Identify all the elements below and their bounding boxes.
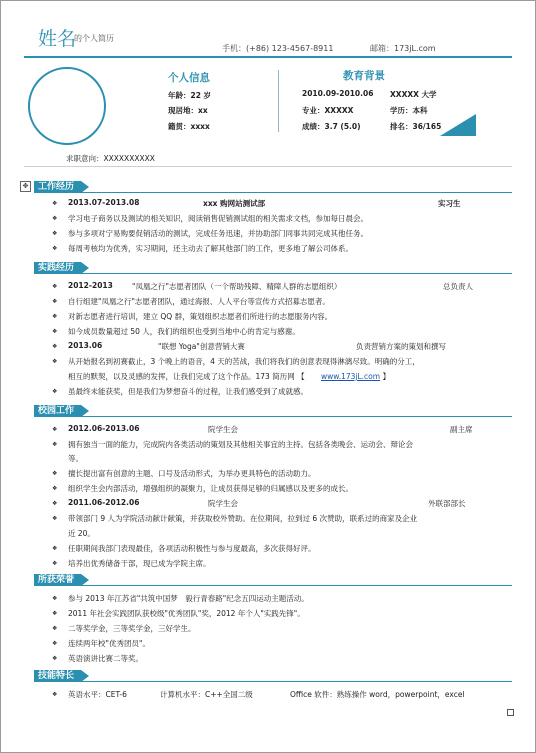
list-item: 擅长提出富有创意的主题、口号及活动形式，为举办更具特色的活动助力。 [68,469,316,478]
list-item: 如今成员数量超过 50 人，我们的组织也受到当地中心的肯定与感谢。 [68,327,300,336]
practice-org: "凤凰之行"志愿者团队（一个帮助残障、精障人群的志愿组织） [132,282,342,291]
list-item-continued: 近 20。 [68,529,95,538]
header-divider [24,56,512,58]
list-item: 拥有独当一面的能力，完成院内各类活动的策划及其他相关事宜的主持。包括各类晚会、运动会、辩论会 [68,440,413,449]
age-text: 年龄：22 岁 [168,91,212,100]
work-role: 实习生 [438,199,461,208]
bullet-icon: ❖ [52,441,58,448]
edu-major: 专业：XXXXX [302,106,354,115]
info-divider [278,70,279,132]
bullet-icon: ❖ [52,470,58,477]
bullet-icon: ❖ [52,485,58,492]
corner-triangle-decoration [440,114,476,136]
campus-date: 2012.06-2013.06 [68,424,140,433]
list-item: 从开始报名到初赛截止，3 个晚上的语音，4 天的苦战，我们将我们的创意表现得淋漓尽致。明确的分工， [68,357,420,366]
personal-info-title: 个人信息 [168,72,210,84]
campus-org: 院学生会 [208,499,238,508]
skill-english: 英语水平：CET-6 [68,690,127,699]
practice-role: 负责营销方案的策划和撰写 [356,342,446,351]
bullet-icon: ❖ [52,230,58,237]
bullet-icon: ❖ [52,500,58,507]
bullet-icon: ❖ [52,343,58,350]
list-item: 每周考核均为优秀，实习期间，还主动去了解其他部门的工作，更多地了解公司体系。 [68,244,353,253]
bullet-icon: ❖ [52,245,58,252]
edu-rank: 排名：36/165 [390,122,442,131]
bullet-icon: ❖ [52,610,58,617]
awards-section-title: 所获荣誉 [34,574,81,586]
list-item: 二等奖学金，三等奖学金，三好学生。 [68,624,196,633]
campus-org: 院学生会 [208,425,238,434]
education-title: 教育背景 [343,70,385,82]
list-item: 培养出优秀储备干部，现已成为学院主席。 [68,559,211,568]
job-intent: 求职意向：XXXXXXXXXX [66,154,155,163]
intent-divider [24,166,512,167]
list-item: 参与 2013 年江苏省"共筑中国梦 毅行青春路"纪念五四运动主题活动。 [68,594,309,603]
bullet-icon: ❖ [52,640,58,647]
bullet-icon: ❖ [52,298,58,305]
table-move-icon[interactable]: ✥ [20,181,31,192]
bullet-icon: ❖ [52,215,58,222]
skills-section-title: 技能特长 [34,670,81,682]
practice-org: "联想 Yoga"创意营销大赛 [158,342,245,351]
bullet-icon: ❖ [52,515,58,522]
work-section-rule [34,192,512,193]
list-item: 连续两年校"优秀团员"。 [68,639,150,648]
bullet-icon: ❖ [52,358,58,365]
work-date: 2013.07-2013.08 [68,198,140,207]
practice-role: 总负责人 [443,282,473,291]
resume-subtitle: 的个人简历 [74,34,114,43]
bullet-icon: ❖ [52,625,58,632]
list-item-bracket: 】 [382,372,390,381]
page-corner-marker [507,709,514,716]
work-section-title: 工作经历 [34,181,81,193]
list-item: 学习电子商务以及测试的相关知识，阅读销售促销测试组的相关需求文档，参加每日晨会。 [68,214,368,223]
bullet-icon: ❖ [52,388,58,395]
email-text: 邮箱：173jL.com [370,44,436,53]
bullet-icon: ❖ [52,595,58,602]
list-item-continued [68,371,390,382]
bullet-icon: ❖ [52,313,58,320]
list-item: 自行组建"凤凰之行"志愿者团队，通过海报、人人平台等宣传方式招募志愿者。 [68,297,330,306]
campus-section-title: 校园工作 [34,405,81,417]
list-item-text: 相互的默契，以及灵感的发挥，让我们完成了这个作品。173 简历网 【 [68,372,305,381]
resume-name: 姓名 [38,28,77,50]
practice-date: 2013.06 [68,341,103,350]
practice-section-rule [34,273,512,274]
edu-degree: 学历：本科 [390,106,428,115]
bullet-icon: ❖ [52,328,58,335]
list-item: 参与多项对宁易购要促销活动的测试，完成任务迅速，并协助部门同事共同完成其他任务。 [68,229,368,238]
campus-section-rule [34,416,512,417]
bullet-icon: ❖ [52,283,58,290]
bullet-icon: ❖ [52,200,58,207]
bullet-icon: ❖ [52,655,58,662]
list-item: 英语演讲比赛二等奖。 [68,654,143,663]
origin-text: 籍贯：xxxx [168,122,210,131]
edu-gpa: 成绩：3.7 (5.0) [302,122,361,131]
skills-section-rule [34,681,512,682]
campus-role: 副主席 [450,425,473,434]
awards-section-rule [34,585,512,586]
bullet-icon: ❖ [52,426,58,433]
edu-school: XXXXX 大学 [390,90,437,99]
list-item: 虽最终未能获奖，但是我们为梦想奋斗的过程，让我们感受到了成就感。 [68,387,308,396]
residence-text: 现居地：xx [168,106,208,115]
skill-computer: 计算机水平：C++全国二级 [160,690,253,699]
website-link[interactable]: www.173jL.com [320,372,381,381]
list-item: 2011 年社会实践团队获校级"优秀团队"奖，2012 年个人"实践先锋"。 [68,609,305,618]
list-item: 组织学生会内部活动，增强组织的凝聚力，让成员获得足够的归属感以及更多的成长。 [68,484,353,493]
campus-role: 外联部部长 [428,499,466,508]
work-org: xxx 购网站测试部 [203,199,266,208]
practice-date: 2012-2013 [68,281,113,290]
phone-text: 手机：(+86) 123-4567-8911 [222,44,334,53]
bullet-icon: ❖ [52,545,58,552]
campus-date: 2011.06-2012.06 [68,498,140,507]
skill-office: Office 软件：熟练操作 word，powerpoint，excel [290,690,465,699]
edu-period: 2010.09-2010.06 [302,89,374,98]
avatar-placeholder [28,67,106,145]
list-item: 对新志愿者进行培训，建立 QQ 群，策划组织志愿者们所进行的志愿服务内容。 [68,312,333,321]
list-item: 任职期间我部门表现最佳，各项活动积极性与参与度最高，多次获得好评。 [68,544,316,553]
list-item: 带领部门 9 人为学院活动献计献策，并获取校外赞助。在位期间，拉到过 6 次赞助，联系过的商家及企业 [68,514,418,523]
bullet-icon: ❖ [52,691,58,698]
list-item-continued: 等。 [68,454,83,463]
practice-section-title: 实践经历 [34,262,81,274]
bullet-icon: ❖ [52,560,58,567]
